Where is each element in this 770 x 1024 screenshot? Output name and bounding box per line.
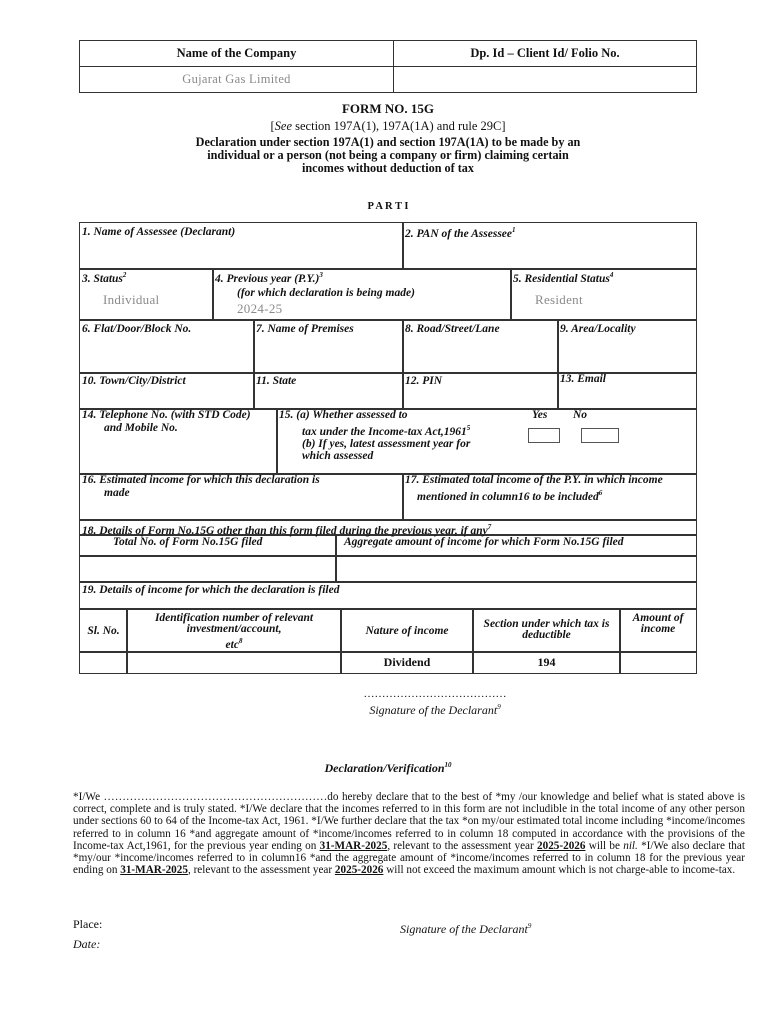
field-label: 10. Town/City/District bbox=[82, 375, 186, 387]
part-heading: P A R T I bbox=[367, 201, 409, 212]
field-label bbox=[403, 223, 696, 243]
field-label: 11. State bbox=[256, 375, 297, 387]
income-row-sl[interactable] bbox=[79, 651, 128, 674]
residential-status-value: Resident bbox=[535, 291, 583, 307]
field-label: 6. Flat/Door/Block No. bbox=[82, 323, 192, 335]
field-label-text: mentioned in column16 to be included bbox=[417, 490, 599, 503]
form-reference: [See section 197A(1), 197A(1A) and rule 29C] bbox=[270, 119, 506, 133]
company-header-table bbox=[79, 40, 697, 93]
signature-label bbox=[330, 703, 540, 718]
field-estimated-income[interactable] bbox=[79, 473, 404, 521]
income-row-nature[interactable]: Dividend bbox=[340, 651, 474, 674]
footnote-ref: 9 bbox=[497, 703, 501, 711]
footnote-ref: 5 bbox=[466, 423, 471, 432]
column-header: deductible bbox=[522, 629, 571, 641]
declaration-text: , relevant to the assessment year bbox=[187, 864, 335, 877]
form-subtitle bbox=[79, 136, 697, 175]
column-header: Identification number of relevant bbox=[154, 612, 314, 624]
form-title: FORM NO. 15G bbox=[341, 101, 435, 116]
subtitle-line: individual or a person (not being a company or firm) claiming certain bbox=[207, 148, 569, 162]
column-header bbox=[127, 635, 341, 651]
folio-label: Dp. Id – Client Id/ Folio No. bbox=[394, 41, 697, 67]
form-title-block bbox=[79, 101, 697, 175]
column-header: Aggregate amount of income for which Form No.15G filed bbox=[344, 536, 624, 548]
previous-year-value: 2024-25 bbox=[237, 300, 283, 316]
footnote-ref: 3 bbox=[319, 271, 323, 279]
folio-value[interactable] bbox=[394, 67, 697, 93]
footnote-ref: 10 bbox=[444, 761, 452, 769]
field-label-text: 18. Details of Form No.15G other than this form filed during the previous year, if any bbox=[82, 524, 488, 537]
column-header: Nature of income bbox=[365, 624, 449, 637]
footnote-ref: 4 bbox=[609, 271, 614, 279]
field-label: 15. (a) Whether assessed to bbox=[279, 409, 408, 421]
field-town-city[interactable] bbox=[79, 372, 255, 410]
declaration-text: *I/We ……………………………………………………do hereby declare that to the best of *my /our knowledge and belief what is stated above is correct, complete and is truly stated. *I/We declare that the incomes referred to in this form are not includible in the total income of any other person under sections 60 to 64 of the Income-tax Act, 1961. *I/We further declare that the tax *on my/our estimated total income including *income/incomes referred to in column 16 *and aggregate amount of *income/incomes referred to in column 18 computed in accordance with the provisions of the Income-tax Act,1961, for the previous year ending on bbox=[73, 791, 745, 852]
yes-checkbox[interactable] bbox=[528, 428, 560, 443]
column-header: investment/account, bbox=[186, 623, 282, 635]
field-label-text: tax under the Income-tax Act,1961 bbox=[302, 425, 467, 438]
field-estimated-total-income[interactable] bbox=[402, 473, 697, 521]
form-reference-see: See bbox=[274, 119, 293, 133]
signature-dots: ………………………………… bbox=[363, 688, 507, 700]
field-sublabel: (for which declaration is being made) bbox=[237, 286, 415, 299]
declaration-title bbox=[79, 761, 697, 776]
declaration-text: will not exceed the maximum amount which is not charge-able to income-tax. bbox=[383, 864, 736, 877]
field-premises[interactable] bbox=[253, 319, 404, 374]
status-value: Individual bbox=[103, 291, 160, 307]
part1-form bbox=[79, 222, 697, 674]
income-row-identification[interactable] bbox=[126, 651, 342, 674]
form15g-amount-header bbox=[335, 534, 697, 557]
no-label: No bbox=[573, 409, 588, 421]
field-label: 19. Details of income for which the declaration is filed bbox=[82, 584, 340, 596]
form15g-count-header bbox=[79, 534, 337, 557]
declaration-paragraph bbox=[73, 791, 745, 876]
previous-year-end-date: 31-MAR-2025 bbox=[319, 839, 388, 852]
field-area-locality[interactable] bbox=[557, 319, 697, 374]
field-sublabel: (b) If yes, latest assessment year for bbox=[302, 437, 471, 450]
column-header: Amount of bbox=[632, 612, 684, 624]
footnote-ref: 2 bbox=[122, 271, 127, 279]
field-pan[interactable] bbox=[402, 222, 697, 270]
signature-label-text: Signature of the Declarant bbox=[400, 922, 528, 936]
signature-label-text: Signature of the Declarant bbox=[369, 703, 498, 717]
income-row-amount[interactable] bbox=[619, 651, 697, 674]
column-header: Section under which tax is bbox=[483, 618, 610, 630]
field-label-text: 2. PAN of the Assessee bbox=[405, 227, 513, 240]
form15g-count-value[interactable] bbox=[79, 555, 337, 583]
column-header: Sl. No. bbox=[87, 624, 120, 637]
field-sublabel bbox=[277, 422, 696, 438]
column-header: income bbox=[640, 623, 676, 635]
col-header-identification bbox=[126, 608, 342, 653]
field-assessed-to-tax bbox=[276, 408, 697, 475]
no-checkbox[interactable] bbox=[581, 428, 619, 443]
field-label bbox=[213, 269, 511, 287]
form-reference-rest: section 197A(1), 197A(1A) and rule 29C] bbox=[292, 119, 506, 133]
footnote-ref: 9 bbox=[527, 922, 532, 930]
field-label: 7. Name of Premises bbox=[256, 323, 354, 335]
field-residential-status[interactable] bbox=[510, 268, 697, 321]
signature-label-bottom bbox=[400, 922, 531, 937]
yes-label: Yes bbox=[532, 409, 548, 421]
footnote-ref: 7 bbox=[487, 523, 492, 531]
declaration-text: , relevant to the assessment year bbox=[387, 839, 537, 852]
column-header-text: etc bbox=[225, 638, 239, 651]
field-label: 16. Estimated income for which this declaration is bbox=[82, 474, 320, 486]
field-state[interactable] bbox=[253, 372, 404, 410]
declaration-text: will be bbox=[585, 839, 624, 852]
income-row-section[interactable]: 194 bbox=[472, 651, 621, 674]
footnote-ref: 6 bbox=[598, 488, 603, 497]
company-name-value[interactable]: Gujarat Gas Limited bbox=[80, 67, 394, 93]
field-name-assessee[interactable] bbox=[79, 222, 404, 270]
subtitle-line: incomes without deduction of tax bbox=[302, 161, 474, 175]
assessment-year: 2025-2026 bbox=[537, 839, 586, 852]
footnote-ref: 8 bbox=[238, 637, 243, 645]
field-telephone[interactable] bbox=[79, 408, 278, 475]
field-email[interactable] bbox=[557, 372, 697, 410]
field-label bbox=[80, 269, 213, 287]
field-label bbox=[511, 269, 696, 287]
col-header-amount bbox=[619, 608, 697, 653]
assessment-year: 2025-2026 bbox=[334, 864, 384, 877]
col-header-section bbox=[472, 608, 621, 653]
date-label: Date: bbox=[73, 937, 101, 951]
field-label-text: 4. Previous year (P.Y.) bbox=[215, 272, 320, 285]
field-sublabel bbox=[403, 487, 696, 503]
nil-value: nil. bbox=[623, 839, 638, 852]
column-header: Total No. of Form No.15G filed bbox=[113, 536, 263, 548]
field-label: 9. Area/Locality bbox=[560, 323, 636, 335]
field-label: 8. Road/Street/Lane bbox=[405, 323, 500, 335]
previous-year-end-date: 31-MAR-2025 bbox=[120, 864, 188, 877]
field-label: 13. Email bbox=[560, 373, 607, 385]
field-sublabel: made bbox=[104, 486, 130, 499]
declaration-title-text: Declaration/Verification bbox=[324, 761, 445, 775]
footnote-ref: 1 bbox=[512, 226, 516, 234]
field-label: 12. PIN bbox=[405, 375, 443, 387]
field-previous-year[interactable] bbox=[212, 268, 512, 321]
field-road-street[interactable] bbox=[402, 319, 559, 374]
company-name-label: Name of the Company bbox=[80, 41, 394, 67]
field-19-heading bbox=[79, 581, 697, 610]
field-sublabel: which assessed bbox=[302, 450, 374, 463]
field-sublabel: and Mobile No. bbox=[104, 422, 178, 434]
place-label: Place: bbox=[73, 917, 103, 931]
field-label: 17. Estimated total income of the P.Y. in which income bbox=[405, 474, 663, 486]
form15g-amount-value[interactable] bbox=[335, 555, 697, 583]
field-label: 14. Telephone No. (with STD Code) bbox=[82, 409, 251, 421]
field-label-text: 3. Status bbox=[82, 272, 123, 285]
field-flat-door[interactable] bbox=[79, 319, 255, 374]
field-status[interactable] bbox=[79, 268, 214, 321]
col-header-sl bbox=[79, 608, 128, 653]
subtitle-line: Declaration under section 197A(1) and section 197A(1A) to be made by an bbox=[195, 135, 581, 149]
field-pin[interactable] bbox=[402, 372, 559, 410]
declaration-text: *I/We also declare that *my/our *income/incomes referred to in column16 *and the aggregate amount of *income/incomes referred to in column 18 for the previous year ending on bbox=[73, 839, 745, 877]
col-header-nature bbox=[340, 608, 474, 653]
field-label-text: 5. Residential Status bbox=[513, 272, 610, 285]
field-label: 1. Name of Assessee (Declarant) bbox=[82, 226, 236, 238]
